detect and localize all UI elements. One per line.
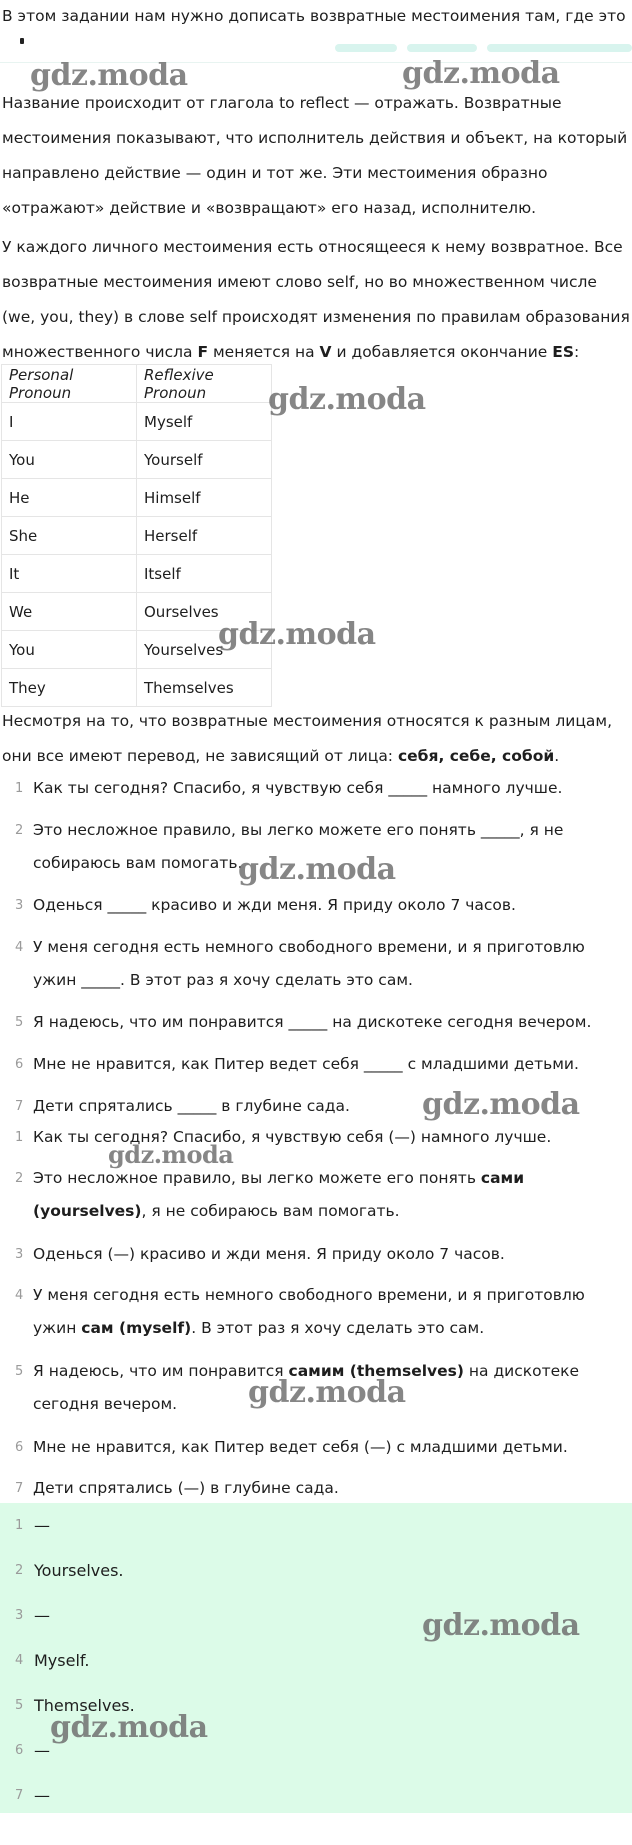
list-item: 7 Дети спрятались _____ в глубине сада.	[15, 1097, 350, 1115]
table-row	[2, 403, 272, 441]
answer-item: 2 Yourselves.	[15, 1561, 124, 1580]
table-row	[2, 441, 272, 479]
table-cell: Herself	[137, 517, 272, 555]
table-header-reflexive: Reflexive Pronoun	[137, 365, 272, 403]
pronoun-table	[1, 364, 272, 707]
table-row	[2, 517, 272, 555]
watermark: gdz.moda	[30, 58, 188, 93]
watermark: gdz.moda	[108, 1140, 234, 1169]
table-cell: Itself	[137, 555, 272, 593]
table-cell: You	[2, 631, 137, 669]
answer-item: 3 —	[15, 1606, 50, 1625]
table-cell: He	[2, 479, 137, 517]
list-item: 2 Это несложное правило, вы легко можете его понять _____, я не собираюсь вам помогать.	[15, 821, 564, 872]
watermark: gdz.moda	[50, 1710, 208, 1745]
table-cell: Myself	[137, 403, 272, 441]
list-item: 6 Мне не нравится, как Питер ведет себя (—) с младшими детьми.	[15, 1438, 568, 1456]
task-list	[0, 772, 632, 1123]
table-cell: We	[2, 593, 137, 631]
table-row	[2, 555, 272, 593]
table-cell: I	[2, 403, 137, 441]
list-item: 4 У меня сегодня есть немного свободного времени, и я приготовлю ужин _____. В этот раз я хочу сделать это сам.	[15, 938, 585, 989]
list-item: 5 Я надеюсь, что им понравится самим (themselves) на дискотеке сегодня вечером.	[15, 1362, 580, 1413]
table-cell: It	[2, 555, 137, 593]
table-cell: Himself	[137, 479, 272, 517]
answer-item: 5 Themselves.	[15, 1696, 135, 1715]
highlight-bar	[335, 44, 397, 52]
table-cell: Yourselves	[137, 631, 272, 669]
table-cell: She	[2, 517, 137, 555]
list-item: 4 У меня сегодня есть немного свободного времени, и я приготовлю ужин сам (myself). В этот раз я хочу сделать это сам.	[15, 1286, 585, 1337]
table-row	[2, 669, 272, 707]
table-cell: Yourself	[137, 441, 272, 479]
list-item: 5 Я надеюсь, что им понравится _____ на дискотеке сегодня вечером.	[15, 1013, 592, 1031]
paragraph-translation: Несмотря на то, что возвратные местоимения относятся к разным лицам, они все имеют перевод, не зависящий от лица: себя, себе, собой.	[2, 712, 613, 765]
list-item: 1 Как ты сегодня? Спасибо, я чувствую себя (—) намного лучше.	[15, 1128, 552, 1146]
table-header-personal: Personal Pronoun	[2, 365, 137, 403]
paragraph-reflect: Название происходит от глагола to reflect — отражать. Возвратные местоимения показывают, что исполнитель действия и объект, на который направлено действие — один и тот же. Эти местоимения образно «отражают» действие и «возвращают» его назад, исполнителю.	[2, 94, 628, 217]
watermark: gdz.moda	[422, 1087, 580, 1122]
watermark: gdz.moda	[422, 1608, 580, 1643]
answer-item: 1 —	[15, 1516, 50, 1535]
list-item: 6 Мне не нравится, как Питер ведет себя _____ с младшими детьми.	[15, 1055, 579, 1073]
table-cell: They	[2, 669, 137, 707]
table-cell: Themselves	[137, 669, 272, 707]
solved-list	[0, 1121, 632, 1505]
paragraph-plural-rule: У каждого личного местоимения есть относящееся к нему возвратное. Все возвратные местоимения имеют слово self, но во множественном числе (we, you, they) в слове self происходят изменения по правилам образования множественного числа F меняется на V и добавляется окончание ES:	[2, 238, 630, 361]
answer-item: 6 —	[15, 1741, 50, 1760]
highlight-bar	[487, 44, 632, 52]
table-header-row	[2, 365, 272, 403]
table-cell: You	[2, 441, 137, 479]
intro-text: В этом задании нам нужно дописать возвратные местоимения там, где это	[2, 7, 626, 25]
list-item: 3 Оденься _____ красиво и жди меня. Я приду около 7 часов.	[15, 896, 516, 914]
list-item: 1 Как ты сегодня? Спасибо, я чувствую себя _____ намного лучше.	[15, 779, 563, 797]
watermark: gdz.moda	[402, 56, 560, 91]
cursor-mark	[20, 38, 24, 44]
answers-list	[0, 1509, 632, 1824]
watermark: gdz.moda	[218, 617, 376, 652]
answer-item: 4 Myself.	[15, 1651, 90, 1670]
watermark: gdz.moda	[268, 382, 426, 417]
list-item: 7 Дети спрятались (—) в глубине сада.	[15, 1479, 339, 1497]
table-row	[2, 479, 272, 517]
list-item: 2 Это несложное правило, вы легко можете его понять сами (yourselves), я не собираюсь вам помогать.	[15, 1169, 525, 1220]
table-cell: Ourselves	[137, 593, 272, 631]
watermark: gdz.moda	[238, 852, 396, 887]
highlight-bar	[407, 44, 477, 52]
answer-item: 7 —	[15, 1786, 50, 1805]
watermark: gdz.moda	[248, 1375, 406, 1410]
answers-box	[0, 1503, 632, 1813]
list-item: 3 Оденься (—) красиво и жди меня. Я приду около 7 часов.	[15, 1245, 505, 1263]
